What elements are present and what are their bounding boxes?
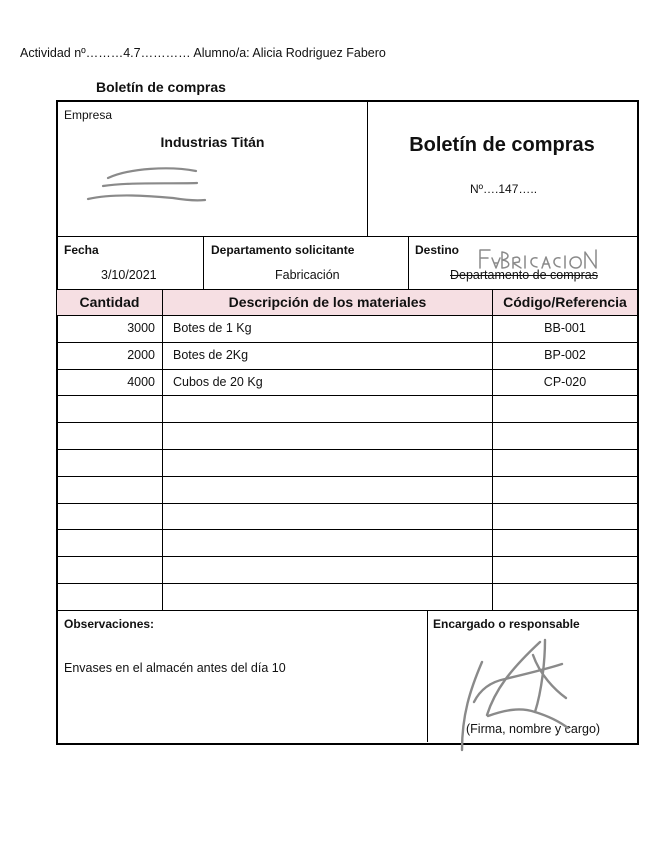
destino-value: Departamento de compras xyxy=(450,268,598,282)
fecha-label: Fecha xyxy=(64,243,99,257)
divider xyxy=(57,236,637,237)
materials-table xyxy=(57,290,637,611)
divider xyxy=(203,236,204,289)
pre-title: Boletín de compras xyxy=(96,79,226,95)
quantity-cell: 4000 xyxy=(57,370,163,396)
table-row xyxy=(57,477,637,504)
table-header-cell: Cantidad xyxy=(57,290,163,315)
company-name: Industrias Titán xyxy=(160,134,265,150)
obs-label: Observaciones: xyxy=(64,617,155,631)
table-row xyxy=(57,396,637,423)
description-cell: Botes de 2Kg xyxy=(163,343,493,369)
table-header-row xyxy=(57,290,637,316)
description-cell xyxy=(163,477,493,503)
table-row xyxy=(57,370,637,397)
table-row xyxy=(57,584,637,611)
dept-value: Fabricación xyxy=(275,268,340,282)
quantity-cell xyxy=(57,530,163,556)
code-cell xyxy=(493,530,637,556)
code-cell: CP-020 xyxy=(543,374,587,389)
divider xyxy=(408,236,409,289)
description-cell: Botes de 1 Kg xyxy=(163,316,493,342)
table-row xyxy=(57,316,637,343)
description-cell xyxy=(163,557,493,583)
obs-text: Envases en el almacén antes del día 10 xyxy=(64,661,286,675)
description-cell xyxy=(163,450,493,476)
resp-label: Encargado o responsable xyxy=(433,617,580,631)
quantity-cell xyxy=(57,396,163,422)
code-cell xyxy=(493,557,637,583)
description-cell xyxy=(163,584,493,611)
table-row xyxy=(57,557,637,584)
quantity-cell xyxy=(57,423,163,449)
code-cell: BP-002 xyxy=(544,347,586,362)
quantity-cell: 3000 xyxy=(57,316,163,342)
quantity-cell: 2000 xyxy=(57,343,163,369)
quantity-cell xyxy=(57,504,163,530)
divider xyxy=(367,102,368,236)
code-cell: BB-001 xyxy=(544,321,586,335)
company-label: Empresa xyxy=(64,108,113,122)
description-cell xyxy=(163,396,493,422)
code-cell xyxy=(493,450,637,476)
activity-line: Actividad nº………4.7………… Alumno/a: Alicia Rodriguez Fabero xyxy=(20,46,386,60)
quantity-cell xyxy=(57,450,163,476)
dept-label: Departamento solicitante xyxy=(211,243,355,257)
table-header-cell: Descripción de los materiales xyxy=(163,290,493,315)
table-row xyxy=(57,450,637,477)
destino-label: Destino xyxy=(415,243,460,257)
description-cell xyxy=(163,530,493,556)
code-cell xyxy=(493,504,637,530)
table-header-cell: Código/Referencia xyxy=(493,290,637,315)
code-cell xyxy=(493,584,637,611)
signature-caption: (Firma, nombre y cargo) xyxy=(466,722,601,736)
description-cell: Cubos de 20 Kg xyxy=(163,370,493,396)
table-row xyxy=(57,423,637,450)
fecha-value: 3/10/2021 xyxy=(101,268,157,282)
quantity-cell xyxy=(57,557,163,583)
code-cell xyxy=(493,477,637,503)
code-cell xyxy=(493,396,637,422)
description-cell xyxy=(163,423,493,449)
divider xyxy=(427,610,428,742)
form-number: Nº….147….. xyxy=(470,182,538,196)
quantity-cell xyxy=(57,477,163,503)
form-title: Boletín de compras xyxy=(409,134,595,156)
code-cell xyxy=(493,423,637,449)
description-cell xyxy=(163,504,493,530)
divider xyxy=(57,610,637,611)
table-row xyxy=(57,504,637,531)
table-row xyxy=(57,530,637,557)
table-row xyxy=(57,343,637,370)
quantity-cell xyxy=(57,584,163,611)
